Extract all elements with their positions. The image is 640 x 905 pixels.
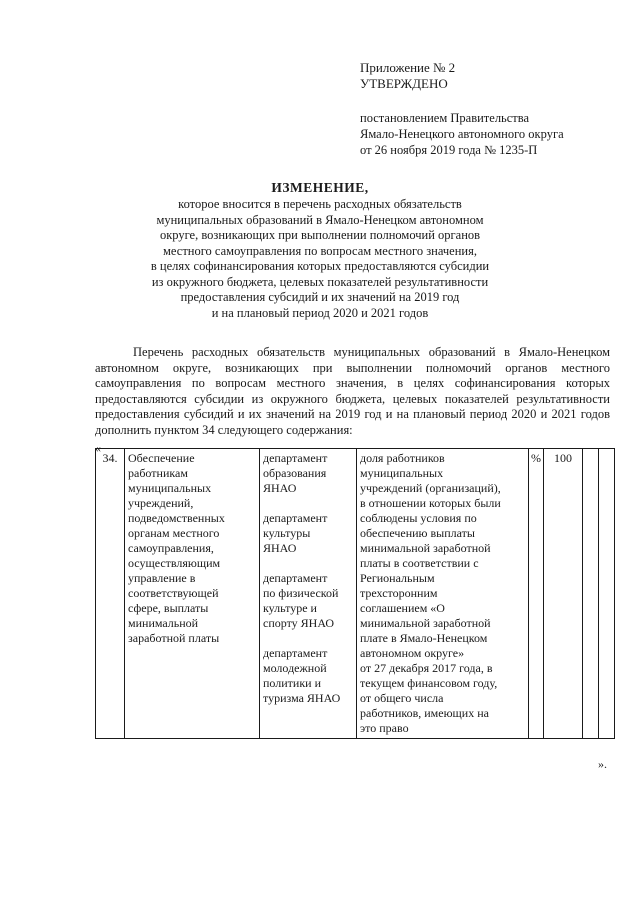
- department-education: департамент образования ЯНАО: [263, 451, 328, 495]
- document-subtitle: [140, 197, 500, 321]
- subtitle-line: местного самоуправления по вопросам местного значения,: [163, 243, 477, 258]
- annex-number: Приложение № 2: [360, 60, 456, 75]
- paragraph-text: Перечень расходных обязательств муниципальных образований в Ямало-Ненецком автономном округе, возникающих при выполнении полномочий органов местного самоуправления по вопросам местного значения, в целях софинансирования которых предоставляются субсидии из окружного бюджета, целевых показателей результативности предоставления субсидий и их значений на 2019 год и на плановый период 2020 и 2021 годов дополнить пунктом 34 следующего содержания:: [95, 345, 610, 437]
- insertion-table: [95, 448, 615, 739]
- departments-cell: [260, 449, 357, 739]
- unit-cell: %: [529, 449, 544, 739]
- value-cell: 100: [544, 449, 583, 739]
- department-culture: департамент культуры ЯНАО: [263, 511, 328, 555]
- approver-block: [360, 110, 564, 158]
- subtitle-line: из окружного бюджета, целевых показателей результативности: [151, 274, 489, 289]
- opening-quote: «: [95, 441, 101, 455]
- closing-quote: ».: [598, 757, 607, 771]
- obligation-name-cell: Обеспечение работникам муниципальных учреждений, подведомственных органам местного самоуправления, осуществляющим управление в соответствующей сфере, выплаты минимальной заработной платы: [125, 449, 260, 739]
- subtitle-line: предоставления субсидий и их значений на 2019 год: [180, 290, 460, 304]
- approved-label: УТВЕРЖДЕНО: [360, 76, 448, 91]
- empty-cell: [599, 449, 615, 739]
- table-row: [96, 449, 615, 739]
- approver-line: от 26 ноября 2019 года № 1235-П: [360, 143, 538, 157]
- document-title: ИЗМЕНЕНИЕ,: [271, 180, 369, 195]
- empty-cell: [583, 449, 599, 739]
- row-number: 34.: [96, 449, 125, 739]
- subtitle-line: в целях софинансирования которых предоставляются субсидии: [150, 259, 490, 273]
- subtitle-line: которое вносится в перечень расходных обязательств: [178, 197, 462, 211]
- department-sport: департамент по физической культуре и спорту ЯНАО: [263, 571, 339, 630]
- annex-block: [360, 60, 455, 92]
- approver-line: Ямало-Ненецкого автономного округа: [360, 127, 564, 141]
- department-youth-tourism: департамент молодежной политики и туризма ЯНАО: [263, 646, 341, 705]
- subtitle-line: округе, возникающих при выполнении полномочий органов: [159, 228, 481, 242]
- indicator-cell: доля работников муниципальных учреждений (организаций), в отношении которых были соблюдены условия по обеспечению выплаты минимальной заработной платы в соответствии с Региональным трехсторонним соглашением «О минимальной заработной плате в Ямало-Ненецком автономном округе» от 27 декабря 2017 года, в текущем финансовом году, от общего числа работников, имеющих на это право: [357, 449, 529, 739]
- body-paragraph: [95, 345, 610, 438]
- approver-line: постановлением Правительства: [360, 111, 530, 125]
- subtitle-line: и на плановый период 2020 и 2021 годов: [211, 305, 429, 320]
- subtitle-line: муниципальных образований в Ямало-Ненецком автономном: [156, 212, 484, 227]
